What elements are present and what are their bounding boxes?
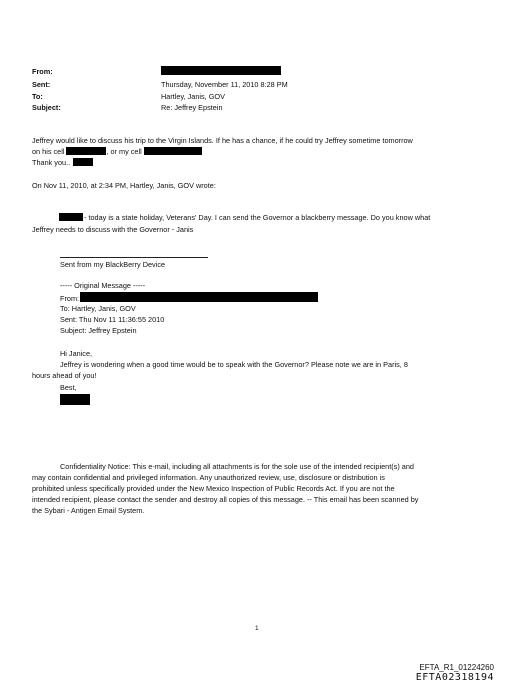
body-line-2b: , or my cell: [106, 147, 142, 156]
notice-line-5: the Sybari - Antigen Email System.: [32, 506, 145, 515]
redacted-sender-name: [60, 394, 90, 405]
notice-line-3: prohibited unless specifically provided under the New Mexico Inspection of Public Records Act. If you are not the: [32, 484, 395, 493]
signature-divider: [60, 257, 208, 258]
body-line-2a: on his cell: [32, 147, 65, 156]
reply-line-1: [59, 213, 430, 223]
thank-you-text: Thank you..: [32, 158, 71, 167]
redacted-cell-1: [66, 147, 106, 155]
notice-line-2: may contain confidential and privileged information. Any unauthorized review, use, disclosure or distribution is: [32, 473, 385, 482]
page-number: 1: [255, 625, 259, 632]
body-line-1: Jeffrey would like to discuss his trip to the Virgin Islands. If he has a chance, if he could try Jeffrey sometime tomorrow: [32, 136, 413, 145]
original-from-label: From:: [60, 294, 80, 303]
redacted-original-from: [80, 292, 318, 302]
body-line-2: [32, 147, 202, 157]
redacted-addressee: [59, 213, 83, 221]
redacted-signature: [73, 158, 93, 166]
to-value: Hartley, Janis, GOV: [161, 92, 225, 101]
reply-line-2: Jeffrey needs to discuss with the Governor - Janis: [32, 225, 194, 234]
notice-line-4: intended recipient, please contact the sender and destroy all copies of this message. -- This email has been scanned by: [32, 495, 419, 504]
reply-line-1-text: - today is a state holiday, Veterans' Day. I can send the Governor a blackberry message. Do you know what: [84, 213, 431, 222]
footer-id-1: EFTA_R1_01224260: [419, 663, 494, 672]
subject-value: Re: Jeffrey Epstein: [161, 103, 223, 112]
message-line-1: Jeffrey is wondering when a good time would be to speak with the Governor? Please note we are in Paris, 8: [60, 360, 408, 369]
to-label: To:: [32, 92, 43, 101]
subject-label: Subject:: [32, 103, 61, 112]
redacted-from-address: [161, 66, 281, 75]
sent-from-line: Sent from my BlackBerry Device: [60, 260, 166, 269]
original-from-line: [60, 292, 318, 304]
original-subject-line: Subject: Jeffrey Epstein: [60, 326, 137, 335]
wrote-line: On Nov 11, 2010, at 2:34 PM, Hartley, Janis, GOV wrote:: [32, 181, 216, 190]
greeting: Hi Janice,: [60, 349, 93, 358]
notice-line-1: Confidentiality Notice: This e-mail, including all attachments is for the sole use of the intended recipient(s) and: [60, 462, 414, 471]
original-sent-line: Sent: Thu Nov 11 11:36:55 2010: [60, 315, 165, 324]
original-to-line: To: Hartley, Janis, GOV: [60, 304, 136, 313]
from-label: From:: [32, 67, 53, 76]
sent-value: Thursday, November 11, 2010 8:28 PM: [161, 80, 288, 89]
original-message-line: ----- Original Message -----: [60, 281, 146, 290]
redacted-cell-2: [144, 147, 202, 155]
signoff: Best,: [60, 383, 77, 392]
sent-label: Sent:: [32, 80, 51, 89]
body-line-3: [32, 158, 93, 168]
message-line-2: hours ahead of you!: [32, 371, 97, 380]
footer-id-2: EFTA02318194: [415, 672, 494, 683]
